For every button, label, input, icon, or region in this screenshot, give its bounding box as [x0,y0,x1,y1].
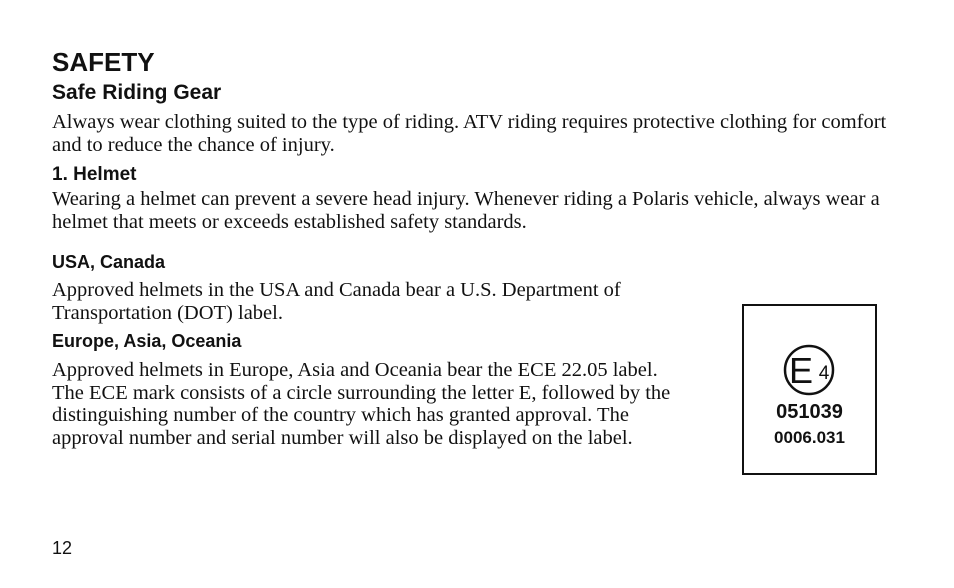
helmet-heading: 1. Helmet [52,164,137,185]
page-number: 12 [52,538,73,558]
page-heading: Safe Riding Gear [52,81,222,104]
europe-asia-oceania-heading: Europe, Asia, Oceania [52,331,242,351]
ece-label-illustration [742,304,877,475]
usa-canada-paragraph: Approved helmets in the USA and Canada bear a U.S. Department of Transportation (DOT) label. [52,279,621,324]
helmet-paragraph: Wearing a helmet can prevent a severe head injury. Whenever riding a Polaris vehicle, always wear a helmet that meets or exceeds established safety standards. [52,188,880,233]
intro-paragraph: Always wear clothing suited to the type of riding. ATV riding requires protective clothing for comfort and to reduce the chance of injury. [52,111,887,156]
ece-approval-number: 051039 [776,401,843,423]
europe-asia-oceania-paragraph: Approved helmets in Europe, Asia and Oceania bear the ECE 22.05 label. The ECE mark consists of a circle surrounding the letter E, followed by the distinguishing number of the country which has granted approval. The approval number and serial number will also be displayed on the label. [52,359,671,449]
usa-canada-heading: USA, Canada [52,252,166,272]
ece-serial-number: 0006.031 [774,428,845,447]
section-title: SAFETY [52,47,155,77]
ece-letter: E [788,350,814,391]
ece-country-number: 4 [818,363,830,384]
ece-mark [777,339,847,399]
